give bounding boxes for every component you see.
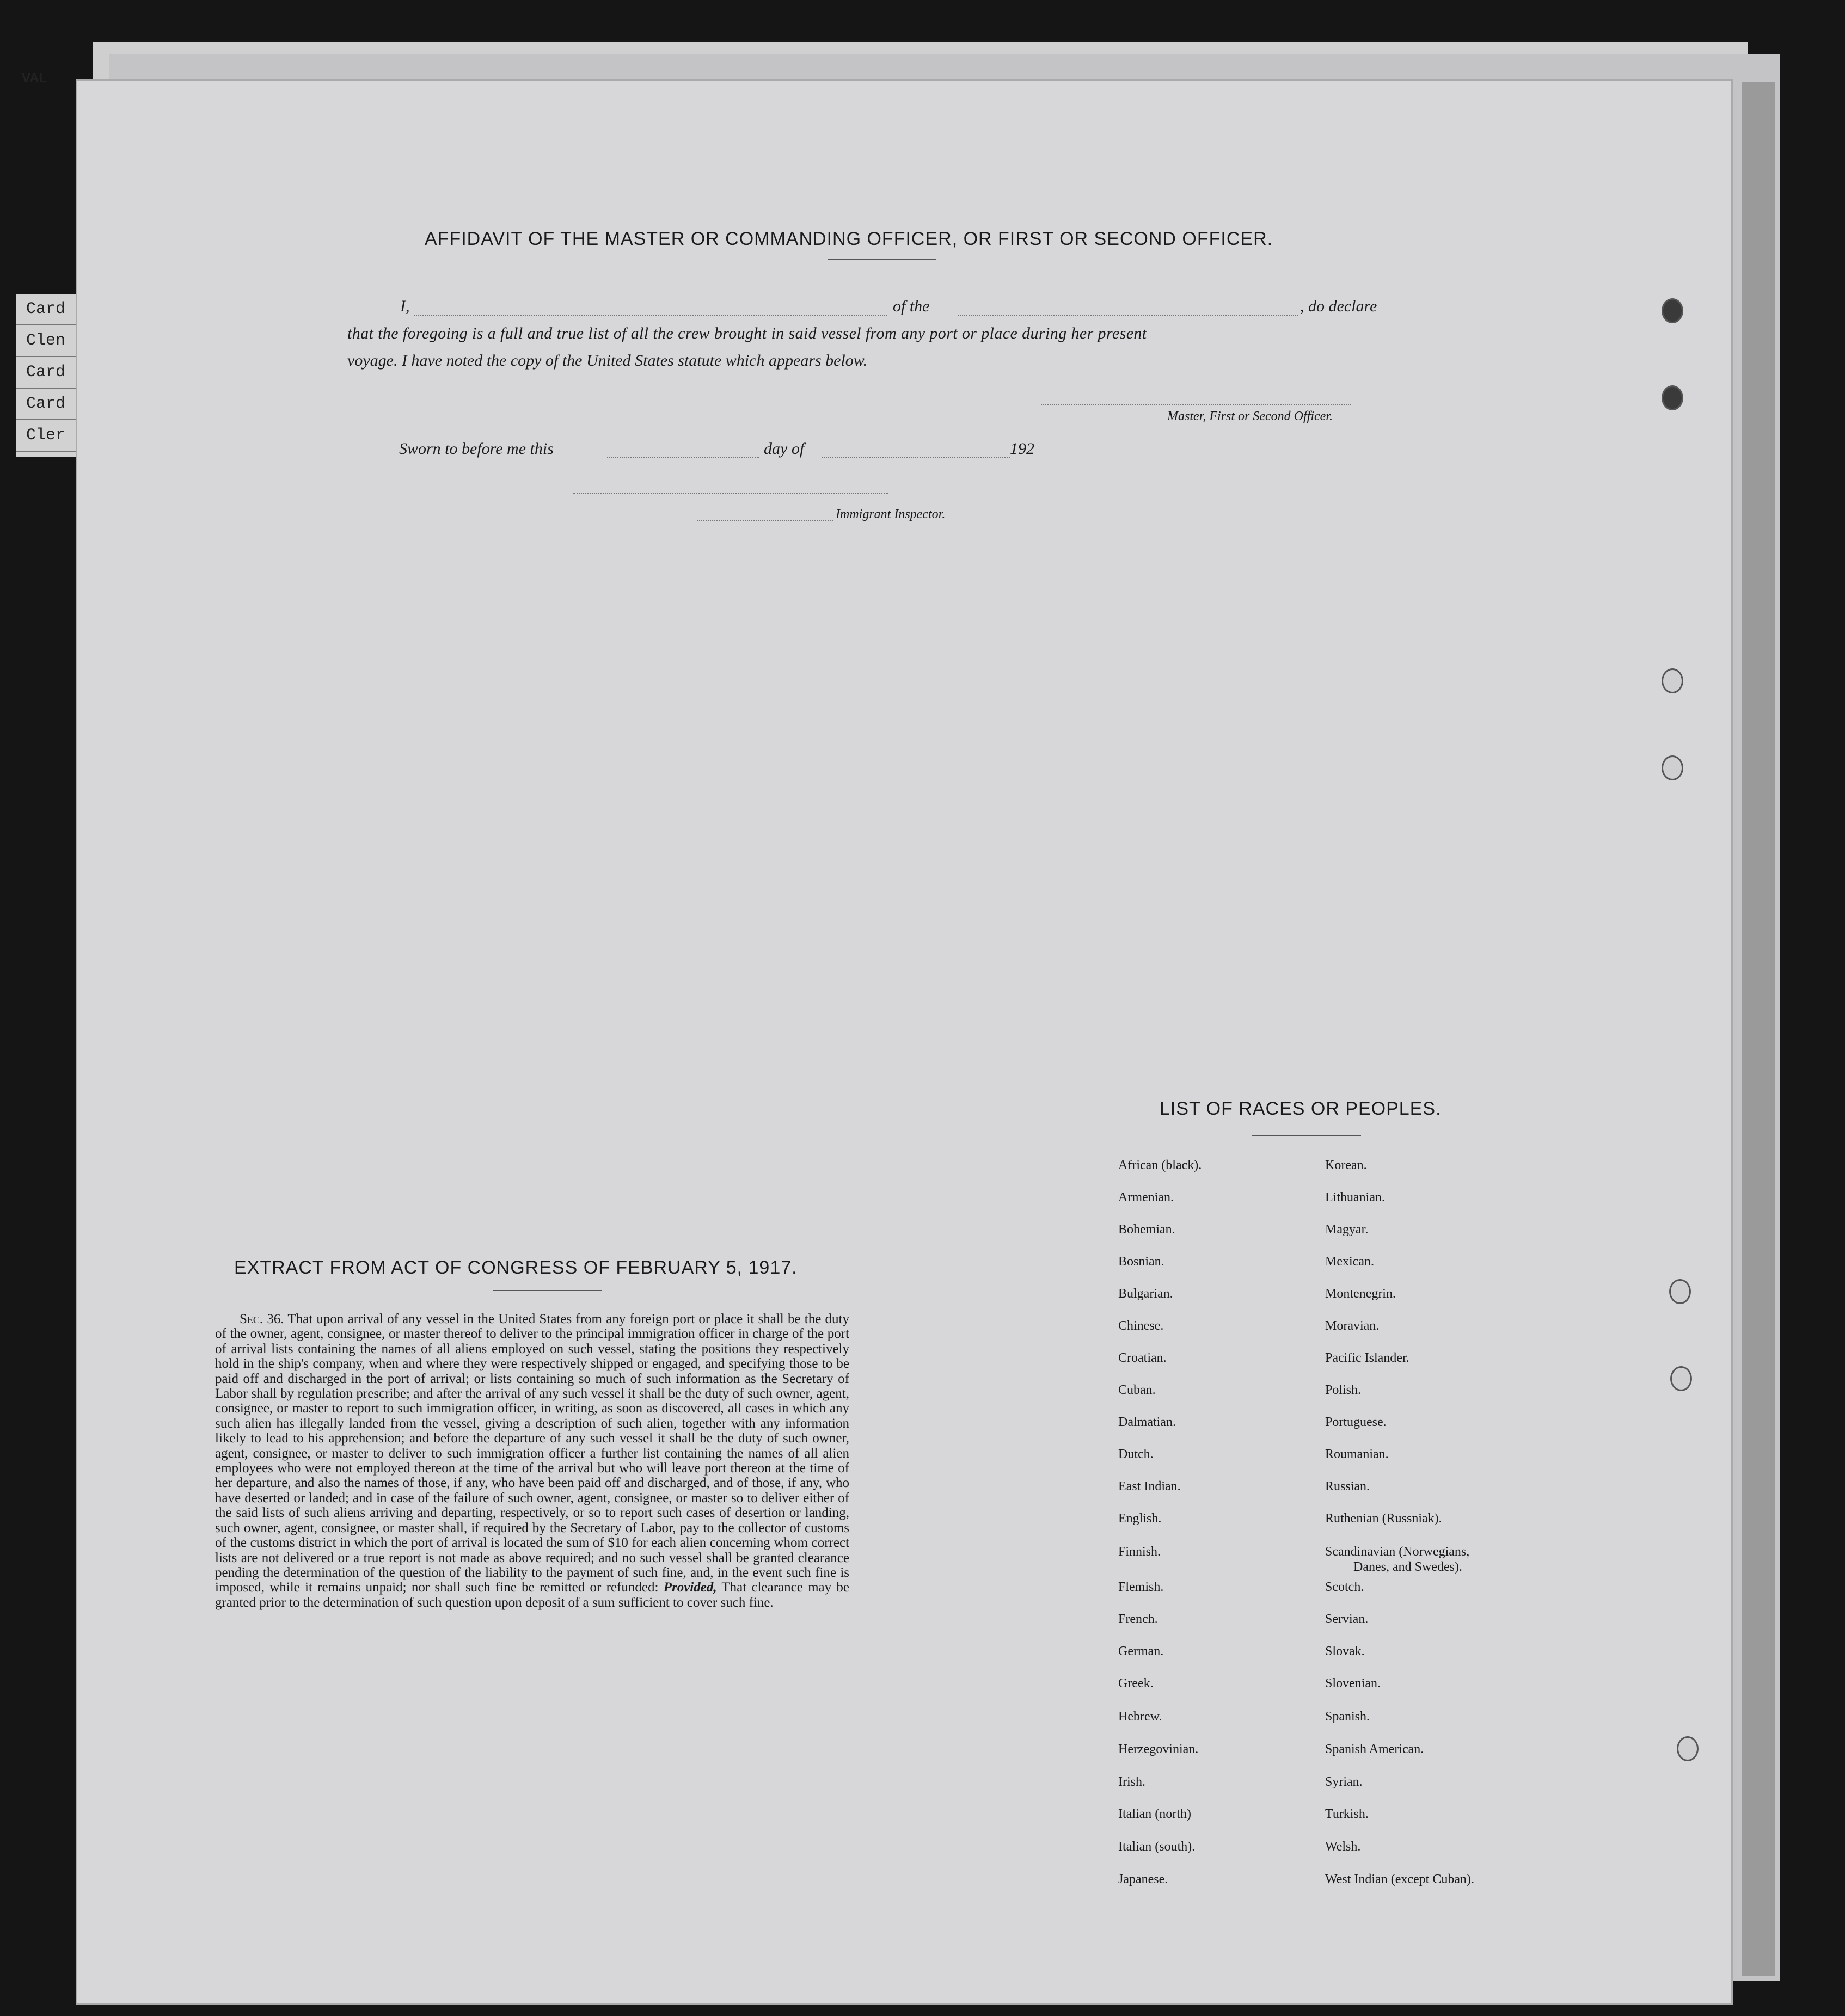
- race-item: Croatian.: [1118, 1351, 1167, 1365]
- left-cards-stack: [16, 294, 76, 457]
- punch-hole: [1670, 1366, 1692, 1391]
- race-item: French.: [1118, 1612, 1158, 1626]
- affidavit-declare: , do declare: [1300, 297, 1377, 315]
- extract-title: EXTRACT FROM ACT OF CONGRESS OF FEBRUARY 5, 1917.: [234, 1257, 798, 1278]
- race-item: Finnish.: [1118, 1545, 1161, 1559]
- race-item: Servian.: [1325, 1612, 1369, 1626]
- left-card-label: Cler: [16, 420, 76, 452]
- race-item: Bulgarian.: [1118, 1287, 1173, 1301]
- section-label: Sec. 36.: [240, 1312, 284, 1326]
- race-item: Greek.: [1118, 1676, 1154, 1691]
- races-title: LIST OF RACES OR PEOPLES.: [1160, 1098, 1442, 1119]
- affidavit-i: I,: [400, 297, 410, 315]
- race-item: Magyar.: [1325, 1222, 1369, 1237]
- race-item: English.: [1118, 1511, 1162, 1526]
- affidavit-line-3: voyage. I have noted the copy of the United States statute which appears below.: [347, 352, 868, 370]
- races-title-rule: [1252, 1135, 1361, 1136]
- inspector-signature-blank[interactable]: [573, 493, 888, 494]
- race-item: Dutch.: [1118, 1447, 1154, 1461]
- race-item: Herzegovinian.: [1118, 1742, 1199, 1756]
- left-card-label: Clen: [16, 325, 76, 357]
- race-item: Scandinavian (Norwegians,: [1325, 1545, 1470, 1559]
- extract-body: [215, 1312, 849, 1610]
- underlying-page-edge: [1742, 82, 1775, 1976]
- left-card-label: Card: [16, 357, 76, 389]
- affidavit-line-2: that the foregoing is a full and true list of all the crew brought in said vessel from any port or place during her present: [347, 324, 1147, 342]
- punch-hole: [1677, 1736, 1699, 1761]
- race-item: Slovak.: [1325, 1644, 1365, 1658]
- race-item: African (black).: [1118, 1158, 1202, 1172]
- race-item: East Indian.: [1118, 1479, 1181, 1493]
- master-name-blank[interactable]: [414, 315, 887, 316]
- punch-hole: [1669, 1279, 1691, 1304]
- race-item: Hebrew.: [1118, 1710, 1162, 1724]
- affidavit-of-the: of the: [893, 297, 930, 315]
- vessel-name-blank[interactable]: [958, 315, 1298, 316]
- left-card-label: Card: [16, 294, 76, 325]
- race-item: Montenegrin.: [1325, 1287, 1396, 1301]
- race-item: Russian.: [1325, 1479, 1370, 1493]
- race-item: Spanish American.: [1325, 1742, 1424, 1756]
- punch-hole: [1662, 755, 1683, 780]
- race-item: West Indian (except Cuban).: [1325, 1872, 1474, 1886]
- sworn-day-of: day of: [764, 440, 805, 458]
- race-item: Cuban.: [1118, 1383, 1156, 1397]
- race-item: Armenian.: [1118, 1190, 1174, 1204]
- race-item: Turkish.: [1325, 1807, 1369, 1821]
- race-item: Roumanian.: [1325, 1447, 1389, 1461]
- signature-caption: Master, First or Second Officer.: [1167, 409, 1333, 423]
- affidavit-title-rule: [828, 259, 936, 260]
- left-strip-label: VAL: [22, 71, 47, 85]
- signature-blank[interactable]: [1041, 404, 1351, 405]
- race-item: German.: [1118, 1644, 1164, 1658]
- extract-title-rule: [493, 1290, 602, 1291]
- race-item: Irish.: [1118, 1775, 1145, 1789]
- race-item: Italian (north): [1118, 1807, 1191, 1821]
- provided-word: Provided,: [663, 1580, 717, 1595]
- race-item: Japanese.: [1118, 1872, 1168, 1886]
- race-item: Portuguese.: [1325, 1415, 1387, 1429]
- race-item: Dalmatian.: [1118, 1415, 1176, 1429]
- race-item: Mexican.: [1325, 1255, 1374, 1269]
- race-item: Spanish.: [1325, 1710, 1370, 1724]
- race-item: Bohemian.: [1118, 1222, 1175, 1237]
- punch-hole: [1662, 298, 1683, 323]
- left-card-label: Card: [16, 389, 76, 420]
- punch-hole: [1662, 668, 1683, 693]
- inspector-caption: Immigrant Inspector.: [836, 507, 946, 521]
- sworn-prefix: Sworn to before me this: [399, 440, 554, 458]
- affidavit-title: AFFIDAVIT OF THE MASTER OR COMMANDING OFFICER, OR FIRST OR SECOND OFFICER.: [425, 229, 1273, 249]
- race-item: Slovenian.: [1325, 1676, 1381, 1691]
- race-item: Italian (south).: [1118, 1840, 1196, 1854]
- sworn-month-blank[interactable]: [822, 457, 1010, 458]
- race-item: Pacific Islander.: [1325, 1351, 1409, 1365]
- race-item: Flemish.: [1118, 1580, 1164, 1594]
- inspector-caption-blank: [697, 520, 833, 521]
- race-item: Lithuanian.: [1325, 1190, 1385, 1204]
- extract-body-part1: That upon arrival of any vessel in the United States from any foreign port or place it shall be the duty of the owner, agent, consignee, or master thereof to deliver to the principal immigration officer in charge of the port of arrival lists containing the names of all aliens employed on such vessel, stating the positions they respectively hold in the ship's company, when and where they were respectively shipped or engaged, and specifying those to be paid off and discharged in the port of arrival; or lists containing so much of such information as the Secretary of Labor shall by regulation prescribe; and after the arrival of any such vessel it shall be the duty of such owner, agent, consignee, or master to report to such immigration officer, in writing, as soon as discovered, all cases in which any such alien has illegally landed from the vessel, giving a description of such alien, together with any information likely to lead to his apprehension; and before the departure of any such vessel it shall be the duty of such owner, agent, consignee, or master to deliver to such immigration officer a further list containing the names of all alien employees who were not employed thereon at the time of the arrival but who will leave port thereon at the time of her departure, and also the names of those, if any, who have been paid off and discharged, and of those, if any, who have deserted or landed; and in case of the failure of such owner, agent, consignee, or master so to deliver either of the said lists of such aliens arriving and departing, respectively, or so to report such cases of desertion or landing, such owner, agent, consignee, or master shall, if required by the Secretary of Labor, pay to the collector of customs of the customs district in which the port of arrival is located the sum of $10 for each alien concerning whom correct lists are not delivered or a true report is not made as above required; and no such vessel shall be granted clearance pending the determination of the question of the liability to the payment of such fine, and, in the event such fine is imposed, while it remains unpaid; nor shall such fine be remitted or refunded:: [215, 1312, 849, 1595]
- race-item: Scotch.: [1325, 1580, 1364, 1594]
- race-item: Bosnian.: [1118, 1255, 1164, 1269]
- race-item: Welsh.: [1325, 1840, 1361, 1854]
- race-item: Polish.: [1325, 1383, 1362, 1397]
- race-item: Moravian.: [1325, 1319, 1380, 1333]
- race-item: Syrian.: [1325, 1775, 1363, 1789]
- race-item: Chinese.: [1118, 1319, 1164, 1333]
- sworn-year: 192: [1010, 440, 1034, 458]
- race-item: Danes, and Swedes).: [1353, 1560, 1462, 1574]
- sworn-day-blank[interactable]: [607, 457, 759, 458]
- manifest-page: [77, 81, 1731, 2003]
- race-item: Ruthenian (Russniak).: [1325, 1511, 1442, 1526]
- extract-body-part2: That clearance may be granted prior to the determination of such question upon deposit of a sum sufficient to cover such fine.: [215, 1580, 849, 1610]
- race-item: Korean.: [1325, 1158, 1367, 1172]
- punch-hole: [1662, 385, 1683, 410]
